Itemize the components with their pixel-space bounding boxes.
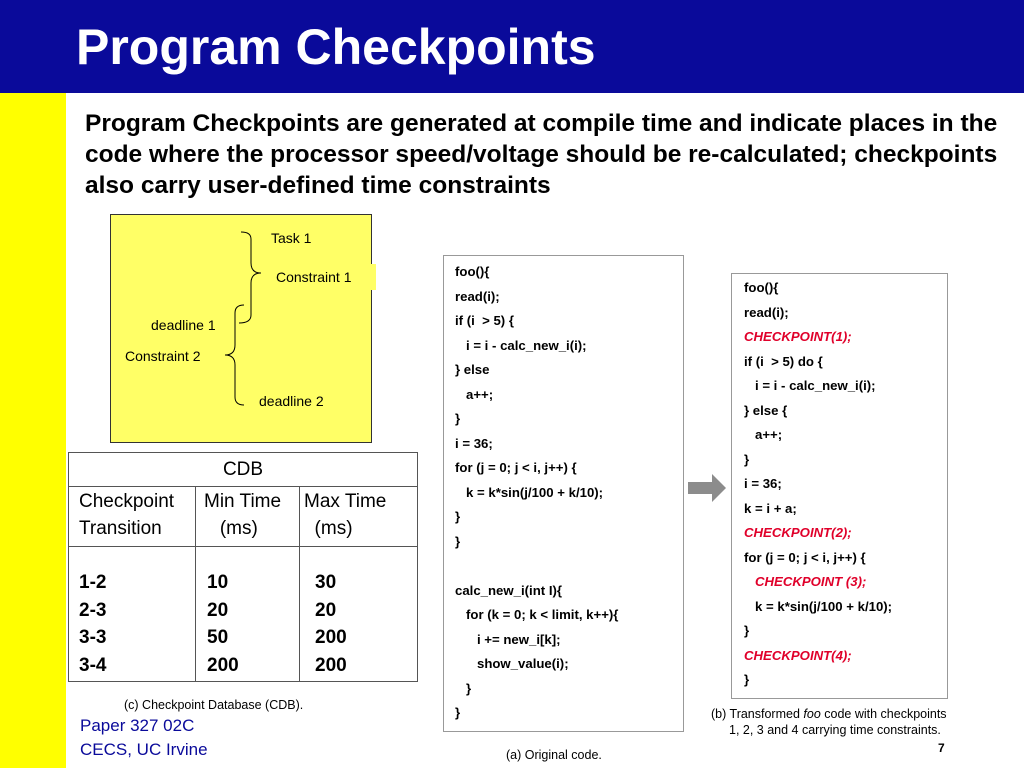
code-line: } xyxy=(455,533,461,549)
transformed-code-caption xyxy=(711,707,947,721)
code-line: } xyxy=(455,680,472,696)
code-line xyxy=(455,554,683,579)
page-title: Program Checkpoints xyxy=(76,19,596,75)
code-line: k = k*sin(j/100 + k/10); xyxy=(455,484,604,500)
cdb-cell: 2-3 xyxy=(79,599,107,621)
code-line: i = 36; xyxy=(744,476,782,491)
footer-paper-id: Paper 327 02C xyxy=(80,716,195,735)
cdb-cell: 30 xyxy=(315,572,337,593)
transformed-caption-foo: foo xyxy=(803,707,821,721)
code-line: for (k = 0; k < limit, k++){ xyxy=(455,607,619,622)
cdb-column-transition xyxy=(79,569,106,679)
constraint1-label: Constraint 1 xyxy=(276,269,352,285)
timing-diagram xyxy=(110,214,372,443)
code-line: } xyxy=(744,451,750,467)
code-line: } else { xyxy=(744,402,788,418)
checkpoint-line: CHECKPOINT(4); xyxy=(744,647,852,663)
cdb-cell: 50 xyxy=(207,627,229,648)
page-number: 7 xyxy=(938,741,945,755)
cdb-cell: 200 xyxy=(315,654,347,676)
constraint2-label: Constraint 2 xyxy=(125,348,201,364)
code-line: for (j = 0; j < i, j++) { xyxy=(744,549,866,565)
cdb-divider-2 xyxy=(69,546,417,547)
code-line: i = 36; xyxy=(455,435,493,451)
transformed-caption-post: code with checkpoints xyxy=(820,707,947,721)
cdb-cell: 200 xyxy=(207,654,239,676)
code-line: calc_new_i(int I){ xyxy=(455,582,563,598)
cdb-header-max-time: Max Time xyxy=(304,491,387,512)
code-line: } xyxy=(455,509,461,524)
checkpoint-line: CHECKPOINT(2); xyxy=(744,525,852,540)
checkpoint-line: CHECKPOINT(1); xyxy=(744,329,852,344)
cdb-header-min-time: Min Time xyxy=(204,491,282,512)
task1-label: Task 1 xyxy=(271,230,312,246)
cdb-header-checkpoint: Checkpoint xyxy=(79,491,175,512)
cdb-header-min-unit: (ms) xyxy=(204,518,258,539)
footer-affiliation: CECS, UC Irvine xyxy=(80,740,208,759)
transform-arrow-icon xyxy=(688,474,728,502)
code-line: i = i - calc_new_i(i); xyxy=(455,337,587,353)
code-line: if (i > 5) { xyxy=(455,313,514,328)
original-code-box xyxy=(443,255,684,732)
deadline2-label: deadline 2 xyxy=(259,393,324,409)
cdb-caption: (c) Checkpoint Database (CDB). xyxy=(124,698,304,712)
code-line: read(i); xyxy=(455,288,500,304)
cdb-cell: 20 xyxy=(207,599,229,621)
cdb-header-transition: Transition xyxy=(79,518,162,539)
side-accent-bar xyxy=(0,93,66,768)
transformed-code-caption-line2: 1, 2, 3 and 4 carrying time constraints. xyxy=(729,723,941,737)
code-line: } xyxy=(744,623,750,638)
title-bar xyxy=(0,0,1024,93)
code-line: if (i > 5) do { xyxy=(744,353,823,369)
transformed-caption-pre: (b) Transformed xyxy=(711,707,804,721)
code-line: } else xyxy=(455,362,490,377)
code-line: foo(){ xyxy=(455,264,490,279)
brace-lines xyxy=(111,215,371,442)
cdb-cell: 3-4 xyxy=(79,654,107,676)
code-line: } xyxy=(744,672,750,687)
code-line: k = i + a; xyxy=(744,500,797,516)
code-line: k = k*sin(j/100 + k/10); xyxy=(744,598,893,614)
cdb-table xyxy=(68,452,418,682)
cdb-cell: 10 xyxy=(207,572,229,593)
code-line: a++; xyxy=(455,386,494,402)
code-line: } xyxy=(455,411,461,426)
transformed-code-box xyxy=(731,273,948,699)
cdb-cell: 20 xyxy=(315,599,337,621)
code-line: read(i); xyxy=(744,304,789,320)
cdb-title: CDB xyxy=(222,459,264,480)
original-code-caption: (a) Original code. xyxy=(506,748,602,762)
cdb-divider-1 xyxy=(69,486,417,487)
deadline1-label: deadline 1 xyxy=(151,317,216,333)
checkpoint-line: CHECKPOINT (3); xyxy=(744,574,867,589)
code-line: a++; xyxy=(744,427,783,442)
code-line: i = i - calc_new_i(i); xyxy=(744,378,876,393)
cdb-cell: 200 xyxy=(315,627,347,648)
code-line: show_value(i); xyxy=(455,656,569,671)
code-line: foo(){ xyxy=(744,280,779,295)
cdb-header-max-unit: (ms) xyxy=(304,518,353,539)
cdb-column-max xyxy=(315,569,347,679)
cdb-cell: 1-2 xyxy=(79,572,107,593)
cdb-col-divider-1 xyxy=(195,486,196,681)
cdb-column-min xyxy=(207,569,239,679)
cdb-cell: 3-3 xyxy=(79,627,107,648)
code-line: } xyxy=(455,705,461,720)
code-line: for (j = 0; j < i, j++) { xyxy=(455,460,577,475)
intro-text: Program Checkpoints are generated at compile time and indicate places in the code where the processor speed/voltage should be re-calculated; checkpoints also carry user-defined time constraints xyxy=(85,110,998,199)
code-line: i += new_i[k]; xyxy=(455,631,561,647)
cdb-col-divider-2 xyxy=(299,486,300,681)
